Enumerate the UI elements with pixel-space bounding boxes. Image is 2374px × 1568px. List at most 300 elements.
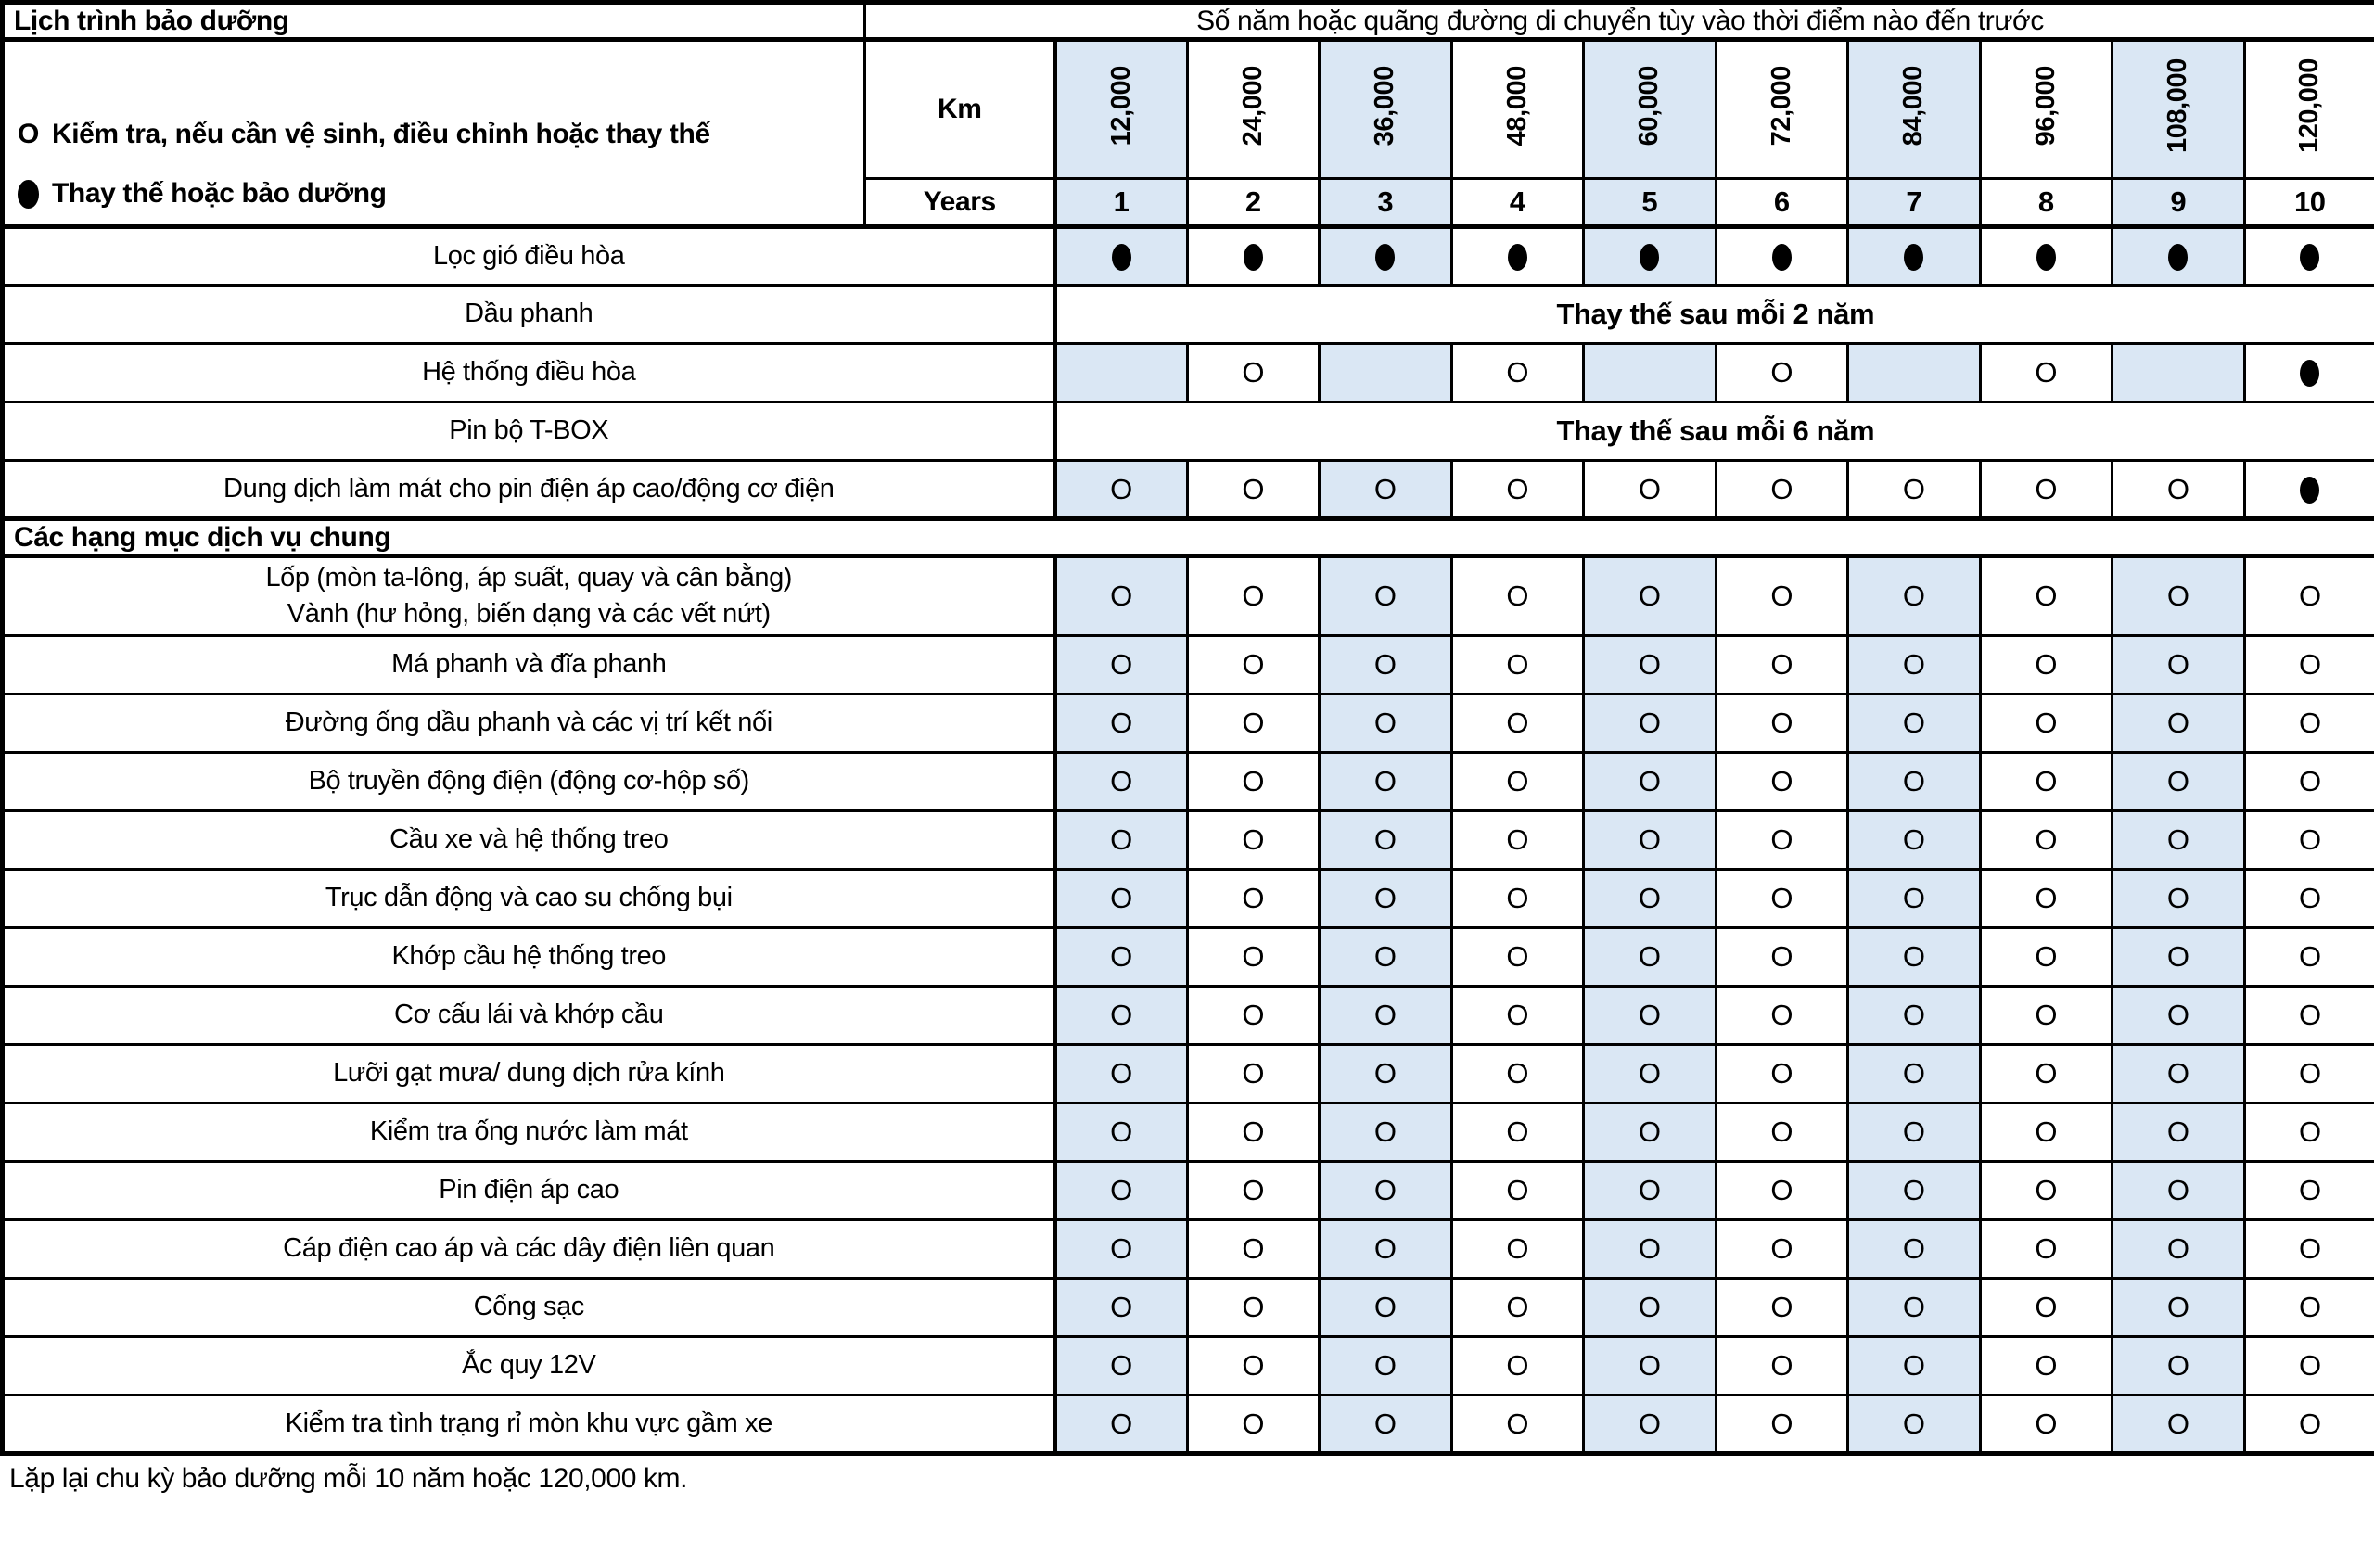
replace-mark-icon [1904, 244, 1923, 271]
item-label-line: Khớp cầu hệ thống treo [391, 941, 667, 972]
inspect-cell: O [1848, 461, 1981, 519]
inspect-cell: O [1980, 636, 2112, 695]
inspect-cell: O [1187, 1279, 1320, 1337]
replace-cell [1187, 227, 1320, 286]
table-row [3, 811, 2374, 870]
km-value: 60,000 [1634, 65, 1665, 147]
table-row [3, 695, 2374, 753]
item-label-line: Kiểm tra ống nước làm mát [369, 1116, 688, 1147]
year-value-cell: 1 [1055, 179, 1188, 227]
inspect-cell: O [1187, 928, 1320, 987]
section-header-row [3, 519, 2374, 556]
inspect-cell: O [1187, 811, 1320, 870]
inspect-cell: O [1716, 928, 1848, 987]
inspect-cell: O [2244, 987, 2374, 1045]
km-value: 108,000 [2163, 57, 2193, 154]
inspect-cell: O [1716, 753, 1848, 811]
inspect-cell: O [1320, 1220, 1452, 1279]
inspect-cell: O [1848, 556, 1981, 636]
inspect-cell: O [1187, 753, 1320, 811]
item-label [3, 1396, 1055, 1454]
item-label-line: Cơ cấu lái và khớp cầu [394, 1000, 664, 1030]
inspect-cell: O [1584, 556, 1717, 636]
inspect-cell: O [2112, 1337, 2245, 1396]
replace-cell [2112, 227, 2245, 286]
km-value: 96,000 [2030, 65, 2061, 147]
inspect-cell: O [1055, 811, 1188, 870]
km-value-cell [2244, 40, 2374, 179]
inspect-cell: O [1451, 928, 1584, 987]
replace-mark-icon [1244, 244, 1263, 271]
section-header: Các hạng mục dịch vụ chung [3, 519, 2374, 556]
item-label-line: Lưỡi gạt mưa/ dung dịch rửa kính [333, 1058, 725, 1089]
inspect-cell: O [2244, 1279, 2374, 1337]
item-label [3, 1337, 1055, 1396]
inspect-cell: O [1980, 811, 2112, 870]
inspect-cell: O [1320, 870, 1452, 928]
item-label [3, 695, 1055, 753]
inspect-cell: O [1187, 636, 1320, 695]
inspect-cell: O [2112, 695, 2245, 753]
table-row [3, 1220, 2374, 1279]
inspect-cell: O [1848, 928, 1981, 987]
km-value: 120,000 [2294, 57, 2325, 154]
table-row [3, 1103, 2374, 1162]
inspect-cell: O [1716, 1220, 1848, 1279]
inspect-cell: O [1980, 1045, 2112, 1103]
inspect-cell: O [1187, 1220, 1320, 1279]
inspect-cell: O [1055, 461, 1188, 519]
replace-cell [1055, 227, 1188, 286]
km-value-cell [2112, 40, 2245, 179]
km-value-cell [1848, 40, 1981, 179]
inspect-cell: O [1716, 556, 1848, 636]
inspect-cell: O [2244, 1045, 2374, 1103]
item-label [3, 286, 1055, 344]
inspect-cell: O [2244, 811, 2374, 870]
legend-replace-text: Thay thế hoặc bảo dưỡng [52, 178, 387, 209]
inspect-cell: O [1716, 695, 1848, 753]
inspect-cell: O [1055, 870, 1188, 928]
inspect-cell: O [1980, 1162, 2112, 1220]
km-value: 24,000 [1237, 65, 1268, 147]
item-label-line: Pin bộ T-BOX [449, 415, 609, 446]
inspect-cell: O [2112, 1396, 2245, 1454]
inspect-cell: O [2112, 636, 2245, 695]
replace-mark-icon [2300, 477, 2319, 504]
inspect-cell: O [1848, 1162, 1981, 1220]
item-label [3, 1103, 1055, 1162]
item-label [3, 1279, 1055, 1337]
inspect-cell: O [1320, 928, 1452, 987]
page-title: Lịch trình bảo dưỡng [3, 3, 865, 40]
inspect-cell: O [1055, 1045, 1188, 1103]
inspect-cell: O [1055, 987, 1188, 1045]
item-label-line: Má phanh và đĩa phanh [391, 649, 667, 680]
inspect-cell: O [1320, 461, 1452, 519]
km-value: 84,000 [1898, 65, 1929, 147]
table-row [3, 402, 2374, 461]
interval-note-cell: Thay thế sau mỗi 6 năm [1055, 402, 2374, 461]
replace-cell [2244, 461, 2374, 519]
inspect-cell: O [1584, 987, 1717, 1045]
table-row [3, 344, 2374, 402]
inspect-cell: O [2244, 870, 2374, 928]
item-label-line: Đường ống dầu phanh và các vị trí kết nối [285, 708, 772, 738]
inspect-cell: O [1451, 811, 1584, 870]
item-label [3, 636, 1055, 695]
inspect-cell: O [1584, 1337, 1717, 1396]
km-value: 36,000 [1370, 65, 1400, 147]
km-label: Km [865, 40, 1055, 179]
table-row [3, 1045, 2374, 1103]
replace-symbol-icon [18, 180, 39, 209]
replace-cell [1451, 227, 1584, 286]
legend-replace [18, 178, 863, 210]
table-row [3, 1337, 2374, 1396]
km-value-cell [1187, 40, 1320, 179]
table-row [3, 928, 2374, 987]
item-label-line: Lốp (mòn ta-lông, áp suất, quay và cân bằng) [265, 562, 793, 593]
inspect-cell: O [1848, 811, 1981, 870]
inspect-cell: O [2112, 870, 2245, 928]
empty-cell [1848, 344, 1981, 402]
inspect-cell: O [1716, 1337, 1848, 1396]
inspect-cell: O [1716, 344, 1848, 402]
inspect-cell: O [1055, 1396, 1188, 1454]
inspect-cell: O [1187, 344, 1320, 402]
item-label [3, 1220, 1055, 1279]
inspect-cell: O [1451, 1396, 1584, 1454]
inspect-cell: O [1584, 636, 1717, 695]
inspect-cell: O [1980, 1396, 2112, 1454]
inspect-cell: O [1716, 1162, 1848, 1220]
inspect-cell: O [1187, 1396, 1320, 1454]
year-value-cell: 10 [2244, 179, 2374, 227]
inspect-cell: O [1584, 1279, 1717, 1337]
inspect-cell: O [1451, 870, 1584, 928]
inspect-cell: O [1980, 344, 2112, 402]
inspect-cell: O [1320, 556, 1452, 636]
inspect-cell: O [1187, 1337, 1320, 1396]
inspect-cell: O [1980, 928, 2112, 987]
header-row [3, 3, 2374, 40]
km-value: 72,000 [1766, 65, 1796, 147]
replace-cell [1848, 227, 1981, 286]
inspect-cell: O [1848, 1279, 1981, 1337]
inspect-cell: O [1716, 1045, 1848, 1103]
item-label-line: Bộ truyền động điện (động cơ-hộp số) [308, 766, 749, 797]
inspect-cell: O [1451, 753, 1584, 811]
item-label [3, 1162, 1055, 1220]
legend-inspect [18, 119, 863, 150]
item-label-line: Dầu phanh [465, 299, 594, 329]
inspect-symbol: O [18, 119, 39, 149]
item-label [3, 461, 1055, 519]
inspect-cell: O [1980, 461, 2112, 519]
table-row [3, 1162, 2374, 1220]
years-label: Years [865, 179, 1055, 227]
year-value-cell: 3 [1320, 179, 1452, 227]
inspect-cell: O [2244, 636, 2374, 695]
table-row [3, 636, 2374, 695]
inspect-cell: O [1848, 1396, 1981, 1454]
km-value: 48,000 [1501, 65, 1532, 147]
table-row [3, 227, 2374, 286]
inspect-cell: O [1584, 928, 1717, 987]
item-label-line: Kiểm tra tình trạng rỉ mòn khu vực gầm xe [285, 1408, 772, 1438]
inspect-cell: O [1320, 753, 1452, 811]
item-label-line: Dung dịch làm mát cho pin điện áp cao/động cơ điện [223, 473, 835, 504]
inspect-cell: O [1848, 1103, 1981, 1162]
year-value-cell: 2 [1187, 179, 1320, 227]
inspect-cell: O [1320, 636, 1452, 695]
replace-mark-icon [2168, 244, 2188, 271]
inspect-cell: O [1451, 556, 1584, 636]
inspect-cell: O [2244, 695, 2374, 753]
replace-cell [2244, 344, 2374, 402]
inspect-cell: O [1584, 1220, 1717, 1279]
inspect-cell: O [1187, 870, 1320, 928]
inspect-cell: O [2112, 987, 2245, 1045]
year-value-cell: 5 [1584, 179, 1717, 227]
inspect-cell: O [1584, 1045, 1717, 1103]
replace-mark-icon [2300, 244, 2319, 271]
inspect-cell: O [1716, 461, 1848, 519]
inspect-cell: O [1055, 1279, 1188, 1337]
inspect-cell: O [1584, 461, 1717, 519]
table-row [3, 1279, 2374, 1337]
inspect-cell: O [1055, 1337, 1188, 1396]
inspect-cell: O [1716, 1396, 1848, 1454]
inspect-cell: O [1980, 1103, 2112, 1162]
inspect-cell: O [2112, 753, 2245, 811]
replace-cell [2244, 227, 2374, 286]
item-label-line: Lọc gió điều hòa [433, 240, 625, 271]
inspect-cell: O [1320, 1337, 1452, 1396]
inspect-cell: O [2112, 928, 2245, 987]
inspect-cell: O [1451, 1279, 1584, 1337]
inspect-cell: O [1980, 695, 2112, 753]
inspect-cell: O [1980, 753, 2112, 811]
replace-mark-icon [2300, 360, 2319, 387]
km-value-cell [1055, 40, 1188, 179]
replace-mark-icon [2036, 244, 2056, 271]
replace-cell [1716, 227, 1848, 286]
inspect-cell: O [1055, 636, 1188, 695]
inspect-cell: O [1187, 1162, 1320, 1220]
inspect-cell: O [2244, 1337, 2374, 1396]
inspect-cell: O [1716, 636, 1848, 695]
inspect-cell: O [1451, 1162, 1584, 1220]
inspect-cell: O [1980, 1279, 2112, 1337]
inspect-cell: O [1451, 695, 1584, 753]
legend-inspect-text: Kiểm tra, nếu cần vệ sinh, điều chỉnh hoặc thay thế [51, 119, 710, 149]
inspect-cell: O [1055, 1103, 1188, 1162]
year-value-cell: 7 [1848, 179, 1981, 227]
replace-mark-icon [1772, 244, 1792, 271]
inspect-cell: O [1320, 987, 1452, 1045]
inspect-cell: O [1320, 811, 1452, 870]
item-label-line: Cáp điện cao áp và các dây điện liên quan [283, 1233, 775, 1264]
inspect-cell: O [2244, 753, 2374, 811]
inspect-cell: O [2112, 556, 2245, 636]
km-value-cell [1451, 40, 1584, 179]
inspect-cell: O [1451, 1103, 1584, 1162]
inspect-cell: O [1848, 1045, 1981, 1103]
inspect-cell: O [2244, 1162, 2374, 1220]
inspect-cell: O [1187, 1045, 1320, 1103]
item-label-line: Trục dẫn động và cao su chống bụi [325, 883, 733, 913]
inspect-cell: O [1716, 1103, 1848, 1162]
inspect-cell: O [2112, 1045, 2245, 1103]
inspect-cell: O [1848, 1220, 1981, 1279]
inspect-cell: O [1584, 1162, 1717, 1220]
replace-mark-icon [1375, 244, 1395, 271]
inspect-cell: O [1848, 753, 1981, 811]
inspect-cell: O [1055, 556, 1188, 636]
inspect-cell: O [1055, 1162, 1188, 1220]
inspect-cell: O [1716, 870, 1848, 928]
inspect-cell: O [1716, 811, 1848, 870]
inspect-cell: O [2244, 1103, 2374, 1162]
table-row [3, 286, 2374, 344]
inspect-cell: O [1451, 344, 1584, 402]
inspect-cell: O [1320, 1045, 1452, 1103]
inspect-cell: O [1584, 811, 1717, 870]
inspect-cell: O [1320, 695, 1452, 753]
inspect-cell: O [1848, 1337, 1981, 1396]
item-label [3, 402, 1055, 461]
inspect-cell: O [1716, 987, 1848, 1045]
replace-cell [1980, 227, 2112, 286]
inspect-cell: O [1980, 870, 2112, 928]
inspect-cell: O [1187, 556, 1320, 636]
item-label [3, 344, 1055, 402]
inspect-cell: O [2112, 1162, 2245, 1220]
replace-mark-icon [1508, 244, 1527, 271]
year-value-cell: 8 [1980, 179, 2112, 227]
replace-mark-icon [1112, 244, 1131, 271]
inspect-cell: O [1187, 987, 1320, 1045]
table-row [3, 753, 2374, 811]
inspect-cell: O [2244, 928, 2374, 987]
table-row [3, 987, 2374, 1045]
item-label-line: Cổng sạc [473, 1292, 584, 1322]
inspect-cell: O [1187, 1103, 1320, 1162]
inspect-cell: O [2112, 1279, 2245, 1337]
legend [3, 40, 865, 227]
empty-cell [2112, 344, 2245, 402]
item-label-line: Hệ thống điều hòa [422, 357, 636, 388]
empty-cell [1055, 344, 1188, 402]
replace-mark-icon [1640, 244, 1659, 271]
inspect-cell: O [1451, 987, 1584, 1045]
inspect-cell: O [2112, 1220, 2245, 1279]
inspect-cell: O [1320, 1279, 1452, 1337]
table-row [3, 870, 2374, 928]
item-label-line: Cầu xe và hệ thống treo [389, 824, 669, 855]
item-label [3, 987, 1055, 1045]
inspect-cell: O [2112, 461, 2245, 519]
inspect-cell: O [2112, 1103, 2245, 1162]
table-row [3, 556, 2374, 636]
inspect-cell: O [1451, 1220, 1584, 1279]
inspect-cell: O [1055, 753, 1188, 811]
inspect-cell: O [1451, 1337, 1584, 1396]
inspect-cell: O [1980, 556, 2112, 636]
item-label [3, 870, 1055, 928]
inspect-cell: O [1980, 1220, 2112, 1279]
item-label [3, 811, 1055, 870]
inspect-cell: O [1584, 870, 1717, 928]
interval-note-cell: Thay thế sau mỗi 2 năm [1055, 286, 2374, 344]
km-row [3, 40, 2374, 179]
inspect-cell: O [1584, 753, 1717, 811]
inspect-cell: O [1848, 987, 1981, 1045]
item-label-line: Vành (hư hỏng, biến dạng và các vết nứt) [287, 599, 771, 629]
year-value-cell: 6 [1716, 179, 1848, 227]
km-value-cell [1980, 40, 2112, 179]
inspect-cell: O [1980, 987, 2112, 1045]
inspect-cell: O [1848, 870, 1981, 928]
inspect-cell: O [1848, 636, 1981, 695]
item-label [3, 753, 1055, 811]
inspect-cell: O [1451, 461, 1584, 519]
inspect-cell: O [1320, 1162, 1452, 1220]
inspect-cell: O [1584, 1103, 1717, 1162]
inspect-cell: O [1848, 695, 1981, 753]
empty-cell [1584, 344, 1717, 402]
inspect-cell: O [2244, 1220, 2374, 1279]
footer-note: Lặp lại chu kỳ bảo dưỡng mỗi 10 năm hoặc 120,000 km. [9, 1463, 688, 1494]
item-label [3, 556, 1055, 636]
empty-cell [1320, 344, 1452, 402]
item-label [3, 227, 1055, 286]
inspect-cell: O [1451, 636, 1584, 695]
inspect-cell: O [1055, 928, 1188, 987]
item-label [3, 928, 1055, 987]
table-row [3, 1396, 2374, 1454]
km-value-cell [1584, 40, 1717, 179]
inspect-cell: O [1584, 1396, 1717, 1454]
inspect-cell: O [1320, 1103, 1452, 1162]
inspect-cell: O [1451, 1045, 1584, 1103]
inspect-cell: O [1584, 695, 1717, 753]
inspect-cell: O [1320, 1396, 1452, 1454]
km-value-cell [1716, 40, 1848, 179]
inspect-cell: O [1980, 1337, 2112, 1396]
table-row [3, 461, 2374, 519]
inspect-cell: O [2244, 556, 2374, 636]
replace-cell [1320, 227, 1452, 286]
year-value-cell: 4 [1451, 179, 1584, 227]
item-label [3, 1045, 1055, 1103]
replace-cell [1584, 227, 1717, 286]
inspect-cell: O [1055, 695, 1188, 753]
km-value-cell [1320, 40, 1452, 179]
year-value-cell: 9 [2112, 179, 2245, 227]
item-label-line: Ắc quy 12V [462, 1350, 596, 1381]
inspect-cell: O [1187, 461, 1320, 519]
inspect-cell: O [1716, 1279, 1848, 1337]
inspect-cell: O [1055, 1220, 1188, 1279]
inspect-cell: O [2112, 811, 2245, 870]
km-value: 12,000 [1105, 65, 1136, 147]
item-label-line: Pin điện áp cao [439, 1175, 619, 1205]
inspect-cell: O [2244, 1396, 2374, 1454]
inspect-cell: O [1187, 695, 1320, 753]
